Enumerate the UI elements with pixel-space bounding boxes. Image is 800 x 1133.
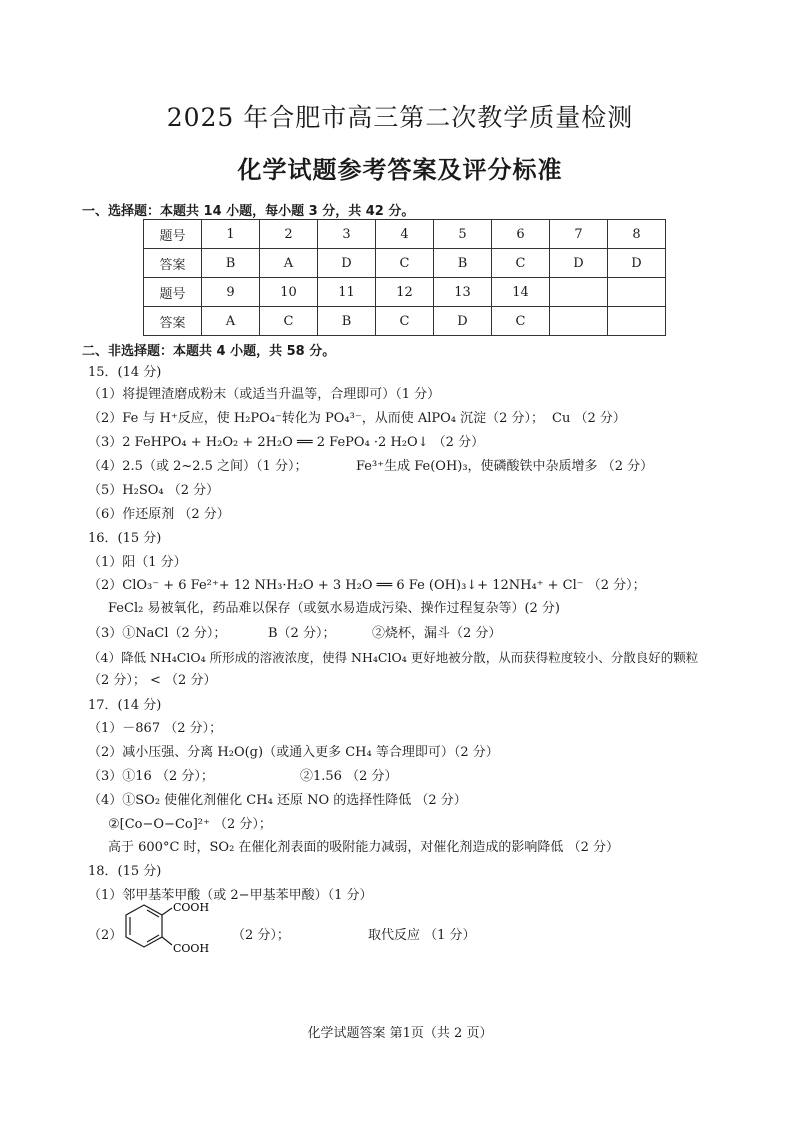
- row-label: 题号: [144, 220, 202, 249]
- q15-line3: （3）2 FeHPO₄ + H₂O₂ + 2H₂O ══ 2 FePO₄ ·2 H₂O↓ （2 分）: [88, 435, 485, 450]
- q18-line2-reaction: 取代反应 （1 分）: [368, 928, 476, 943]
- cooh-bottom-label: COOH: [173, 942, 210, 955]
- table-cell: D: [608, 249, 666, 278]
- table-cell: [550, 307, 608, 336]
- row-label: 答案: [144, 249, 202, 278]
- q17-line3-b: ②1.56 （2 分）: [300, 769, 398, 784]
- table-cell: C: [260, 307, 318, 336]
- table-cell: 6: [492, 220, 550, 249]
- table-cell: 1: [202, 220, 260, 249]
- q15-line2: （2）Fe 与 H⁺反应，使 H₂PO₄⁻转化为 PO₄³⁻，从而使 AlPO₄ 沉淀（2 分）；: [88, 411, 545, 426]
- table-row: [144, 307, 666, 336]
- q16-line3: （3）①NaCl（2 分）；: [88, 626, 227, 641]
- table-row: [144, 249, 666, 278]
- q18-line2-label: （2）: [88, 928, 123, 943]
- q16-line4b: （2 分）； < （2 分）: [88, 673, 217, 688]
- q16-line1: （1）阳（1 分）: [88, 555, 187, 570]
- q17-line3: （3）①16 （2 分）；: [88, 769, 214, 784]
- q17-line4c: 高于 600°C 时，SO₂ 在催化剂表面的吸附能力减弱，对催化剂造成的影响降低 （2 分）: [108, 840, 619, 855]
- q17-line1: （1）－867 （2 分）；: [88, 721, 223, 736]
- table-cell: [608, 278, 666, 307]
- q18-line1: （1）邻甲基苯甲酸（或 2−甲基苯甲酸）（1 分）: [88, 888, 373, 903]
- table-cell: 3: [318, 220, 376, 249]
- table-cell: C: [376, 307, 434, 336]
- table-cell: D: [550, 249, 608, 278]
- table-cell: 10: [260, 278, 318, 307]
- q15-heading: 15．(14 分): [88, 365, 162, 380]
- q18-line2-score: （2 分）；: [232, 928, 290, 943]
- q17-line2: （2）减小压强、分离 H₂O(g)（或通入更多 CH₄ 等合理即可）（2 分）: [88, 745, 499, 760]
- phthalic-acid-structure-icon: [118, 895, 228, 959]
- table-cell: 9: [202, 278, 260, 307]
- table-cell: 8: [608, 220, 666, 249]
- q15-line1: （1）将提锂渣磨成粉末（或适当升温等，合理即可）（1 分）: [88, 387, 441, 402]
- q15-line2-cu: Cu （2 分）: [552, 411, 626, 426]
- table-cell: 13: [434, 278, 492, 307]
- q18-heading: 18．(15 分): [88, 864, 162, 879]
- section2-heading: 二、非选择题：本题共 4 小题，共 58 分。: [82, 344, 336, 359]
- table-cell: C: [376, 249, 434, 278]
- table-cell: C: [492, 307, 550, 336]
- row-label: 答案: [144, 307, 202, 336]
- q16-line2: （2）ClO₃⁻ + 6 Fe²⁺+ 12 NH₃·H₂O + 3 H₂O ══ 6 Fe (OH)₃↓+ 12NH₄⁺ + Cl⁻ （2 分）；: [88, 578, 646, 593]
- table-cell: [608, 307, 666, 336]
- exam-title: 2025 年合肥市高三第二次教学质量检测: [166, 103, 634, 132]
- table-cell: 2: [260, 220, 318, 249]
- row-label: 题号: [144, 278, 202, 307]
- cooh-top-label: COOH: [173, 901, 210, 914]
- q17-line4b: ②[Co−O−Co]²⁺ （2 分）；: [108, 817, 272, 832]
- table-cell: B: [202, 249, 260, 278]
- table-cell: 14: [492, 278, 550, 307]
- table-cell: [550, 278, 608, 307]
- answer-table: [143, 219, 666, 336]
- table-cell: D: [318, 249, 376, 278]
- page-footer: 化学试题答案 第1页（共 2 页）: [307, 1026, 493, 1041]
- exam-subtitle: 化学试题参考答案及评分标准: [237, 156, 563, 184]
- q16-line3-b: B（2 分）；: [268, 626, 336, 641]
- q17-heading: 17．(14 分): [88, 698, 162, 713]
- q16-line4: （4）降低 NH₄ClO₄ 所形成的溶液浓度，使得 NH₄ClO₄ 更好地被分散，从而获得粒度较小、分散良好的颗粒: [88, 650, 699, 665]
- table-cell: D: [434, 307, 492, 336]
- q15-line5: （5）H₂SO₄ （2 分）: [88, 483, 220, 498]
- table-row: [144, 220, 666, 249]
- table-cell: 4: [376, 220, 434, 249]
- q15-line4: （4）2.5（或 2~2.5 之间）（1 分）；: [88, 459, 308, 474]
- table-cell: 7: [550, 220, 608, 249]
- table-cell: 11: [318, 278, 376, 307]
- q17-line4: （4）①SO₂ 使催化剂催化 CH₄ 还原 NO 的选择性降低 （2 分）: [88, 793, 467, 808]
- table-cell: A: [260, 249, 318, 278]
- table-cell: C: [492, 249, 550, 278]
- table-cell: B: [318, 307, 376, 336]
- q15-line4-fe: Fe³⁺生成 Fe(OH)₃，使磷酸铁中杂质增多 （2 分）: [356, 459, 654, 474]
- section1-heading: 一、选择题：本题共 14 小题，每小题 3 分，共 42 分。: [82, 204, 415, 219]
- q16-line3-c: ②烧杯，漏斗（2 分）: [372, 626, 502, 641]
- q16-line2b: FeCl₂ 易被氧化，药品难以保存（或氨水易造成污染、操作过程复杂等）(2 分): [108, 601, 560, 616]
- table-row: [144, 278, 666, 307]
- table-cell: B: [434, 249, 492, 278]
- q16-heading: 16．(15 分): [88, 531, 162, 546]
- table-cell: A: [202, 307, 260, 336]
- table-cell: 12: [376, 278, 434, 307]
- q15-line6: （6）作还原剂 （2 分）: [88, 507, 230, 522]
- table-cell: 5: [434, 220, 492, 249]
